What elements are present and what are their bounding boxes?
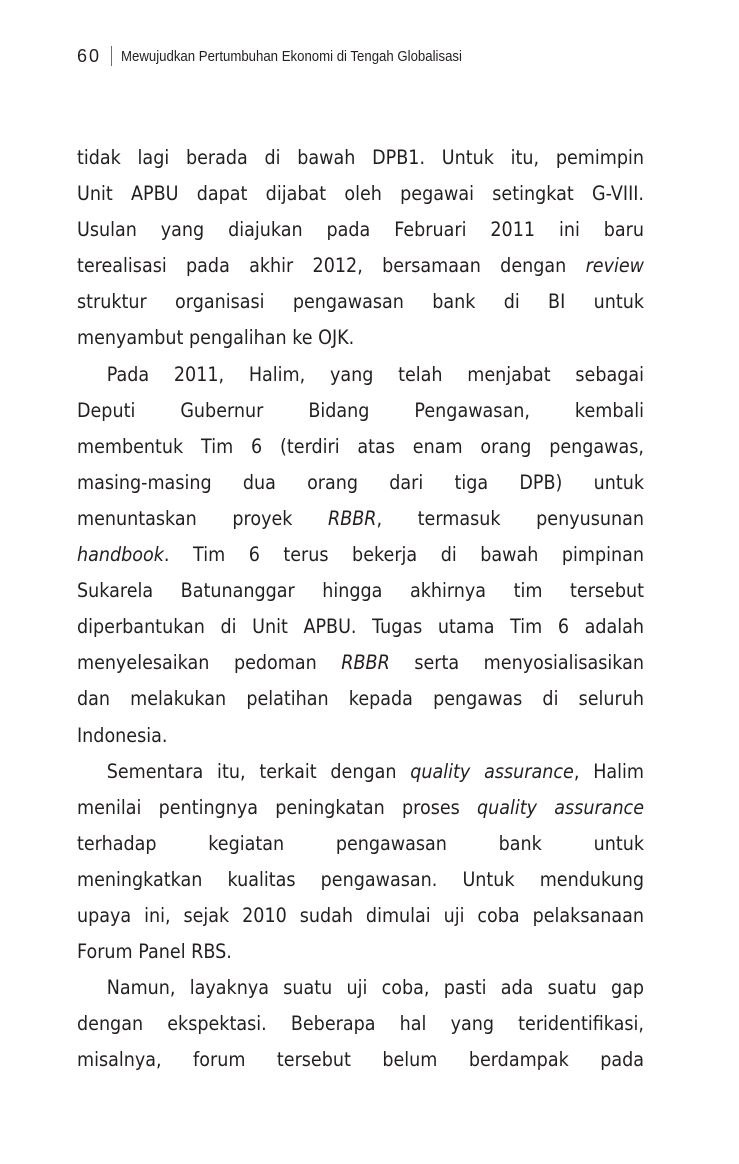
text-run: dan melakukan pelatihan kepada pengawas di seluruh [77,687,644,711]
text-run: Deputi Gubernur Bidang Pengawasan, kembali [77,398,644,422]
header-divider [111,46,112,66]
text-run: masing-masing dua orang dari tiga DPB) untuk [77,470,644,494]
text-run: Sukarela Batunanggar hingga akhirnya tim tersebut [77,579,644,603]
text-line [77,212,644,248]
page-number: 60 [77,45,102,66]
paragraph [77,970,644,1078]
text-line [77,248,644,284]
text-line [77,357,644,393]
text-line [77,754,644,790]
text-run: misalnya, forum tersebut belum berdampak pada [77,1048,644,1072]
text-line [77,970,644,1006]
text-run: menilai pentingnya peningkatan proses [77,795,478,819]
text-run: tidak lagi berada di bawah DPB1. Untuk itu, pemimpin [77,146,644,169]
text-run: serta menyosialisasikan [389,651,644,675]
text-run: terhadap kegiatan pengawasan bank untuk [77,831,644,855]
running-title: Mewujudkan Pertumbuhan Ekonomi di Tengah Globalisasi [121,47,462,65]
paragraph [77,140,644,357]
text-line [77,465,644,501]
text-run: membentuk Tim 6 (terdiri atas enam orang pengawas, [77,434,644,458]
text-line [77,1042,644,1078]
text-run: Usulan yang diajukan pada Februari 2011 ini baru [77,218,644,242]
text-line [77,898,644,934]
text-run: meningkatkan kualitas pengawasan. Untuk mendukung [77,867,644,891]
text-line [77,1006,644,1042]
text-run: struktur organisasi pengawasan bank di BI untuk [77,290,644,314]
italic-term: quality assurance [410,759,574,783]
paragraph [77,357,644,754]
text-run: Indonesia. [77,723,168,747]
text-run: . Tim 6 terus bekerja di bawah pimpinan [163,543,644,567]
italic-term: handbook [77,543,164,567]
text-run: terealisasi pada akhir 2012, bersamaan dengan [77,254,586,278]
italic-term: RBBR [328,506,377,530]
running-header [77,43,508,69]
text-run: menyelesaikan pedoman [77,651,342,675]
text-line [77,320,644,356]
text-run: Sementara itu, terkait dengan [106,759,411,783]
text-run: Pada 2011, Halim, yang telah menjabat sebagai [106,362,644,386]
text-line [77,609,644,645]
text-run: dengan ekspektasi. Beberapa hal yang teridentifikasi, [77,1012,644,1036]
text-line [77,862,644,898]
text-line [77,934,644,970]
text-run: Unit APBU dapat dijabat oleh pegawai setingkat G-VIII. [77,182,644,206]
text-line [77,645,644,681]
text-run: Namun, layaknya suatu uji coba, pasti ada suatu gap [106,976,644,1000]
italic-term: review [585,254,644,278]
text-line [77,284,644,320]
text-line [77,826,644,862]
text-line [77,140,644,176]
text-run: diperbantukan di Unit APBU. Tugas utama Tim 6 adalah [77,615,644,639]
text-line [77,790,644,826]
text-line [77,429,644,465]
text-line [77,393,644,429]
text-run: , Halim [573,759,645,783]
text-run: Forum Panel RBS. [77,940,232,964]
text-line [77,681,644,717]
text-line [77,573,644,609]
body-text [77,140,644,1078]
text-line [77,176,644,212]
text-run: menyambut pengalihan ke OJK. [77,326,355,350]
italic-term: quality assurance [477,795,645,819]
text-run: upaya ini, sejak 2010 sudah dimulai uji coba pelaksanaan [77,903,644,927]
text-run: menuntaskan proyek [77,506,329,530]
text-run: , termasuk penyusunan [376,506,644,530]
italic-term: RBBR [341,651,390,675]
text-line [77,501,644,537]
text-line [77,537,644,573]
text-line [77,718,644,754]
paragraph [77,754,644,971]
